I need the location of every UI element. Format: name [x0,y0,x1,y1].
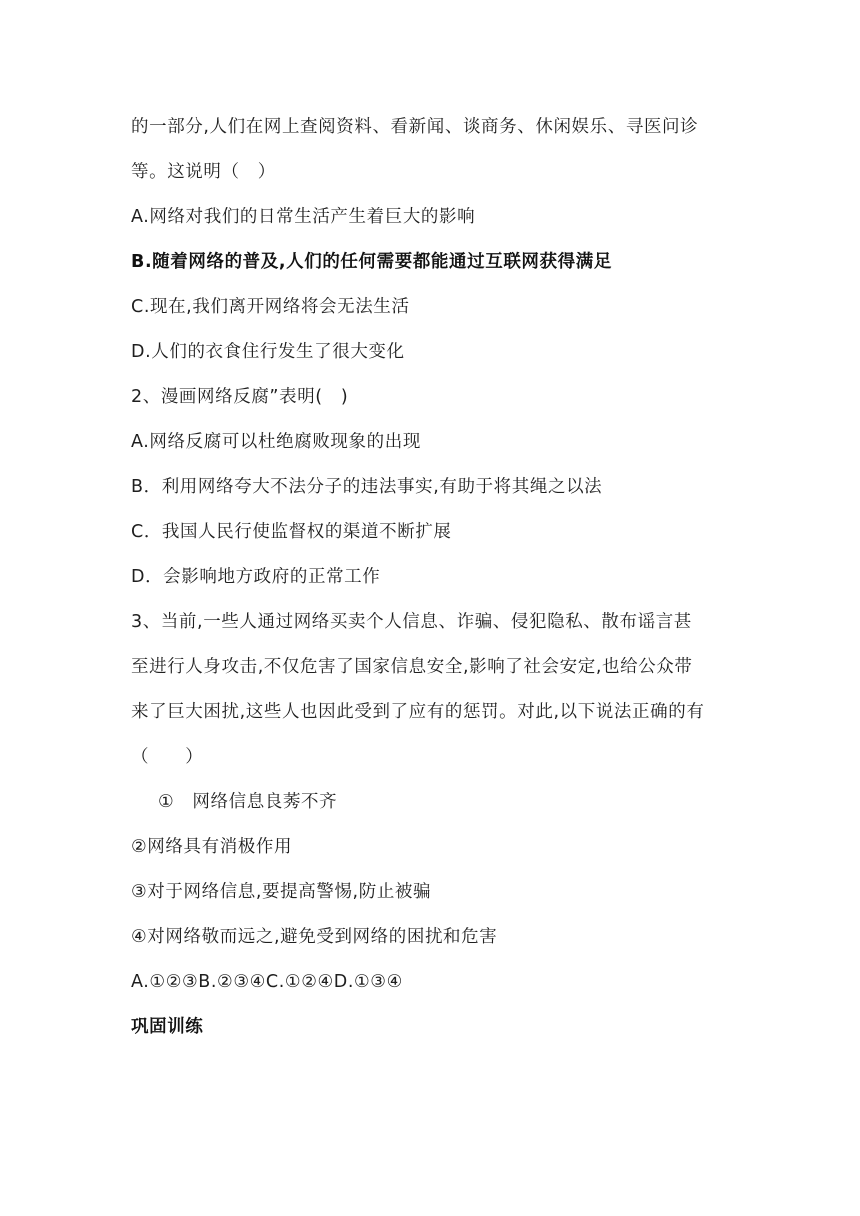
option-b-q1: B.随着网络的普及,人们的任何需要都能通过互联网获得满足 [131,252,612,272]
question-3-line-2: 至进行人身攻击,不仅危害了国家信息安全,影响了社会安定,也给公众带 [131,657,693,677]
statement-4: ④对网络敬而远之,避免受到网络的困扰和危害 [131,927,498,947]
statement-2: ②网络具有消极作用 [131,837,293,857]
option-a-q1: A.网络对我们的日常生活产生着巨大的影响 [131,207,476,227]
question-3-line-1: 3、当前,一些人通过网络买卖个人信息、诈骗、侵犯隐私、散布谣言甚 [131,612,692,632]
option-a-q2: A.网络反腐可以杜绝腐败现象的出现 [131,432,421,452]
option-c-q2: C．我国人民行使监督权的渠道不断扩展 [131,522,452,542]
section-heading: 巩固训练 [131,1017,204,1037]
statement-3: ③对于网络信息,要提高警惕,防止被骗 [131,882,432,902]
statement-1: ① 网络信息良莠不齐 [158,792,338,812]
question-2: 2、漫画网络反腐”表明( ) [131,387,349,407]
paragraph-line: 的一部分,人们在网上查阅资料、看新闻、谈商务、休闲娱乐、寻医问诊 [131,117,699,137]
answer-options-q3: A.①②③B.②③④C.①②④D.①③④ [131,972,403,992]
option-d-q1: D.人们的衣食住行发生了很大变化 [131,342,405,362]
option-b-q2: B．利用网络夸大不法分子的违法事实,有助于将其绳之以法 [131,477,603,497]
paragraph-line: 等。这说明（ ） [131,162,276,182]
question-3-line-4: （ ） [131,747,204,767]
question-3-line-3: 来了巨大困扰,这些人也因此受到了应有的惩罚。对此,以下说法正确的有 [131,702,705,722]
option-d-q2: D．会影响地方政府的正常工作 [131,567,381,587]
option-c-q1: C.现在,我们离开网络将会无法生活 [131,297,410,317]
